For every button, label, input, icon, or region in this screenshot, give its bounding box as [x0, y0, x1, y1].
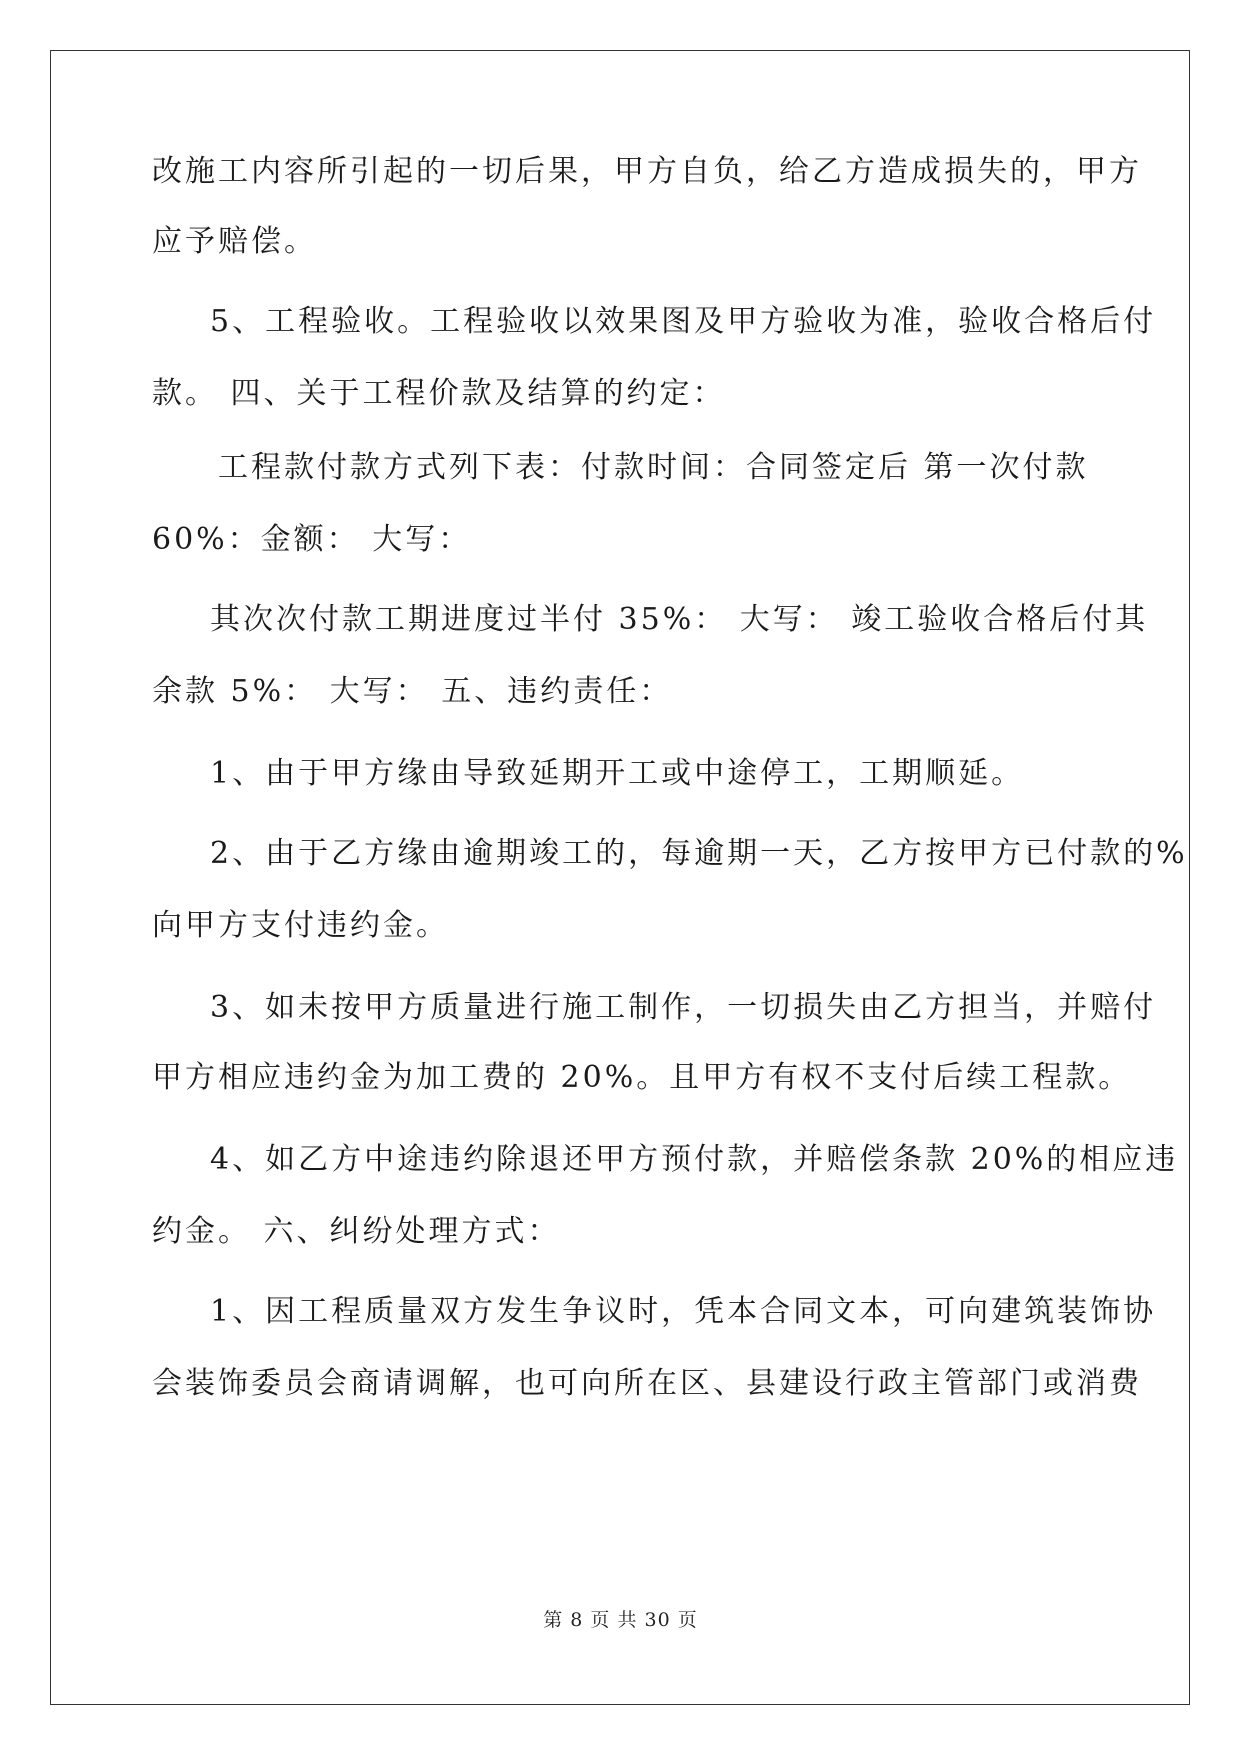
body-line: 会装饰委员会商请调解，也可向所在区、县建设行政主管部门或消费 [152, 1366, 1142, 1401]
body-line: 向甲方支付违约金。 [152, 908, 449, 943]
body-line: 其次次付款工期进度过半付 35%： 大写： 竣工验收合格后付其 [210, 602, 1149, 637]
body-line: 2、由于乙方缘由逾期竣工的，每逾期一天，乙方按甲方已付款的% [210, 836, 1188, 871]
body-line: 工程款付款方式列下表：付款时间：合同签定后 第一次付款 [218, 450, 1089, 485]
body-line: 甲方相应违约金为加工费的 20%。且甲方有权不支付后续工程款。 [152, 1060, 1132, 1095]
page-number: 第 8 页 共 30 页 [543, 1609, 698, 1631]
body-line: 5、工程验收。工程验收以效果图及甲方验收为准，验收合格后付 [210, 304, 1157, 339]
body-line: 应予赔偿。 [152, 224, 317, 259]
body-line: 60%：金额： 大写： [152, 522, 472, 557]
body-line: 3、如未按甲方质量进行施工制作，一切损失由乙方担当，并赔付 [210, 990, 1157, 1025]
body-line: 约金。 六、纠纷处理方式： [152, 1214, 561, 1249]
body-line: 余款 5%： 大写： 五、违约责任： [152, 674, 673, 709]
body-line: 4、如乙方中途违约除退还甲方预付款，并赔偿条款 20%的相应违 [210, 1142, 1179, 1177]
page-border [50, 50, 1190, 1705]
body-line: 1、因工程质量双方发生争议时，凭本合同文本，可向建筑装饰协 [210, 1294, 1157, 1329]
body-line: 款。 四、关于工程价款及结算的约定： [152, 376, 726, 411]
body-line: 1、由于甲方缘由导致延期开工或中途停工，工期顺延。 [210, 756, 1025, 791]
body-line: 改施工内容所引起的一切后果，甲方自负，给乙方造成损失的，甲方 [152, 154, 1142, 189]
